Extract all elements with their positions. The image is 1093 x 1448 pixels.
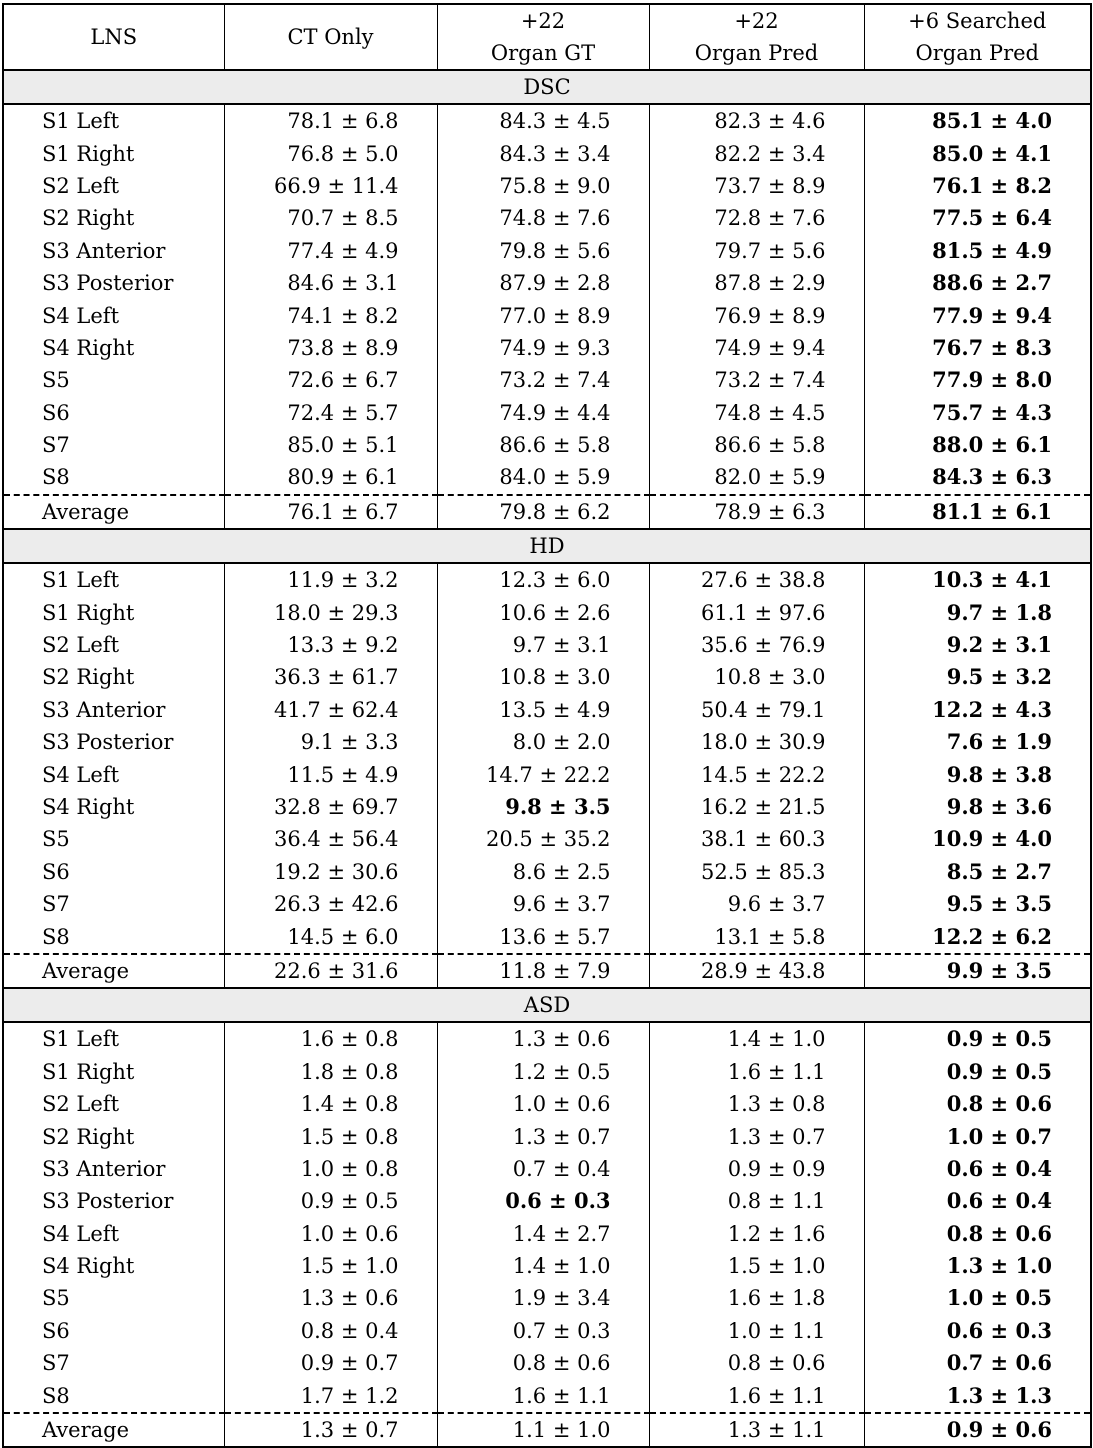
cell-value: 10.6 ± 2.6 [437,596,649,628]
table-row [3,888,1091,920]
cell-value: 28.9 ± 43.8 [649,954,864,988]
cell-value: 81.5 ± 4.9 [864,235,1091,267]
table-row [3,694,1091,726]
table-row [3,137,1091,169]
row-label: Average [3,495,224,529]
cell-value: 41.7 ± 62.4 [224,694,437,726]
table-row [3,1153,1091,1185]
cell-value: 26.3 ± 42.6 [224,888,437,920]
table-row [3,563,1091,596]
cell-value: 84.0 ± 5.9 [437,461,649,494]
cell-value: 9.8 ± 3.6 [864,791,1091,823]
cell-value: 8.5 ± 2.7 [864,856,1091,888]
cell-value: 18.0 ± 30.9 [649,726,864,758]
row-label: S6 [42,400,70,425]
header-organ-pred-line1: +22 [649,4,864,37]
table-row [3,1347,1091,1379]
cell-value: 10.9 ± 4.0 [864,823,1091,855]
cell-value: 85.0 ± 4.1 [864,137,1091,169]
cell-value: 86.6 ± 5.8 [437,429,649,461]
table-row [3,596,1091,628]
cell-value: 0.6 ± 0.4 [864,1153,1091,1185]
cell-value: 0.9 ± 0.5 [864,1056,1091,1088]
cell-value: 0.9 ± 0.5 [224,1185,437,1217]
cell-value: 74.9 ± 9.3 [437,332,649,364]
cell-value: 76.7 ± 8.3 [864,332,1091,364]
cell-value: 1.0 ± 0.5 [864,1282,1091,1314]
table-row [3,661,1091,693]
row-label: S1 Left [42,568,120,593]
table-row [3,267,1091,299]
cell-value: 13.3 ± 9.2 [224,629,437,661]
cell-value: 1.4 ± 1.0 [437,1250,649,1282]
cell-value: 78.1 ± 6.8 [224,104,437,137]
row-label: S2 Right [42,665,135,690]
cell-value: 0.8 ± 0.6 [864,1218,1091,1250]
row-label: S2 Left [42,173,120,198]
row-label: S3 Anterior [42,697,166,722]
cell-value: 10.8 ± 3.0 [437,661,649,693]
cell-value: 12.3 ± 6.0 [437,563,649,596]
row-label: S8 [42,465,70,490]
row-label: S2 Right [42,1124,135,1149]
cell-value: 1.8 ± 0.8 [224,1056,437,1088]
cell-value: 1.3 ± 1.1 [649,1413,864,1447]
cell-value: 0.8 ± 1.1 [649,1185,864,1217]
cell-value: 1.3 ± 1.3 [864,1379,1091,1412]
cell-value: 0.7 ± 0.6 [864,1347,1091,1379]
cell-value: 0.9 ± 0.9 [649,1153,864,1185]
cell-value: 8.6 ± 2.5 [437,856,649,888]
table-row [3,202,1091,234]
cell-value: 1.3 ± 0.6 [437,1022,649,1055]
table-row [3,104,1091,137]
table-row [3,461,1091,494]
cell-value: 20.5 ± 35.2 [437,823,649,855]
cell-value: 9.1 ± 3.3 [224,726,437,758]
table-row [3,791,1091,823]
cell-value: 72.6 ± 6.7 [224,364,437,396]
row-label: S3 Anterior [42,238,166,263]
table-row [3,1250,1091,1282]
cell-value: 11.5 ± 4.9 [224,758,437,790]
table-row [3,235,1091,267]
cell-value: 38.1 ± 60.3 [649,823,864,855]
cell-value: 0.9 ± 0.5 [864,1022,1091,1055]
cell-value: 14.5 ± 22.2 [649,758,864,790]
cell-value: 76.9 ± 8.9 [649,299,864,331]
row-label: S7 [42,892,70,917]
section-header-hd [3,529,1091,563]
row-label: S6 [42,859,70,884]
cell-value: 88.6 ± 2.7 [864,267,1091,299]
cell-value: 74.8 ± 7.6 [437,202,649,234]
row-label: S1 Left [42,109,120,134]
cell-value: 1.0 ± 0.7 [864,1120,1091,1152]
cell-value: 0.8 ± 0.6 [649,1347,864,1379]
cell-value: 77.4 ± 4.9 [224,235,437,267]
results-table [2,3,1092,1448]
cell-value: 36.4 ± 56.4 [224,823,437,855]
cell-value: 1.6 ± 1.1 [437,1379,649,1412]
cell-value: 1.3 ± 0.7 [224,1413,437,1447]
row-label: S2 Left [42,633,120,658]
cell-value: 1.2 ± 1.6 [649,1218,864,1250]
section-header-asd [3,988,1091,1022]
table-row [3,1315,1091,1347]
table-row [3,1185,1091,1217]
section-title: HD [3,529,1091,563]
cell-value: 1.4 ± 1.0 [649,1022,864,1055]
cell-value: 79.8 ± 6.2 [437,495,649,529]
cell-value: 77.9 ± 9.4 [864,299,1091,331]
cell-value: 9.8 ± 3.8 [864,758,1091,790]
cell-value: 76.8 ± 5.0 [224,137,437,169]
cell-value: 0.9 ± 0.6 [864,1413,1091,1447]
cell-value: 82.3 ± 4.6 [649,104,864,137]
table-row [3,299,1091,331]
cell-value: 1.0 ± 0.6 [224,1218,437,1250]
cell-value: 9.8 ± 3.5 [437,791,649,823]
cell-value: 1.1 ± 1.0 [437,1413,649,1447]
cell-value: 16.2 ± 21.5 [649,791,864,823]
cell-value: 9.6 ± 3.7 [649,888,864,920]
row-label: S8 [42,1383,70,1408]
header-organ-pred-line2: Organ Pred [649,37,864,70]
cell-value: 74.9 ± 4.4 [437,397,649,429]
row-label: S7 [42,1351,70,1376]
cell-value: 0.6 ± 0.3 [437,1185,649,1217]
cell-value: 0.7 ± 0.3 [437,1315,649,1347]
cell-value: 1.3 ± 0.7 [649,1120,864,1152]
cell-value: 85.1 ± 4.0 [864,104,1091,137]
cell-value: 14.7 ± 22.2 [437,758,649,790]
cell-value: 87.9 ± 2.8 [437,267,649,299]
row-label: S1 Left [42,1027,120,1052]
cell-value: 50.4 ± 79.1 [649,694,864,726]
row-label: S8 [42,924,70,949]
cell-value: 81.1 ± 6.1 [864,495,1091,529]
cell-value: 73.8 ± 8.9 [224,332,437,364]
cell-value: 86.6 ± 5.8 [649,429,864,461]
cell-value: 82.0 ± 5.9 [649,461,864,494]
cell-value: 80.9 ± 6.1 [224,461,437,494]
cell-value: 74.8 ± 4.5 [649,397,864,429]
cell-value: 9.5 ± 3.5 [864,888,1091,920]
cell-value: 87.8 ± 2.9 [649,267,864,299]
cell-value: 19.2 ± 30.6 [224,856,437,888]
row-label: Average [3,1413,224,1447]
cell-value: 76.1 ± 8.2 [864,170,1091,202]
header-ct-only: CT Only [224,4,437,70]
cell-value: 32.8 ± 69.7 [224,791,437,823]
table-row [3,856,1091,888]
row-label: S3 Posterior [42,1189,174,1214]
cell-value: 73.7 ± 8.9 [649,170,864,202]
cell-value: 1.6 ± 1.1 [649,1056,864,1088]
table-row [3,629,1091,661]
cell-value: 0.8 ± 0.6 [864,1088,1091,1120]
table-row [3,1282,1091,1314]
cell-value: 74.1 ± 8.2 [224,299,437,331]
cell-value: 0.7 ± 0.4 [437,1153,649,1185]
cell-value: 1.4 ± 2.7 [437,1218,649,1250]
cell-value: 1.3 ± 1.0 [864,1250,1091,1282]
cell-value: 14.5 ± 6.0 [224,920,437,953]
table-row [3,332,1091,364]
table-row [3,726,1091,758]
cell-value: 84.6 ± 3.1 [224,267,437,299]
cell-value: 70.7 ± 8.5 [224,202,437,234]
table-row [3,1218,1091,1250]
average-row [3,954,1091,988]
cell-value: 9.6 ± 3.7 [437,888,649,920]
cell-value: 77.5 ± 6.4 [864,202,1091,234]
row-label: S5 [42,368,70,393]
cell-value: 36.3 ± 61.7 [224,661,437,693]
cell-value: 9.9 ± 3.5 [864,954,1091,988]
cell-value: 12.2 ± 6.2 [864,920,1091,953]
cell-value: 0.9 ± 0.7 [224,1347,437,1379]
cell-value: 74.9 ± 9.4 [649,332,864,364]
cell-value: 84.3 ± 4.5 [437,104,649,137]
cell-value: 61.1 ± 97.6 [649,596,864,628]
row-label: S4 Right [42,335,135,360]
cell-value: 12.2 ± 4.3 [864,694,1091,726]
cell-value: 1.5 ± 0.8 [224,1120,437,1152]
cell-value: 1.3 ± 0.7 [437,1120,649,1152]
cell-value: 11.8 ± 7.9 [437,954,649,988]
section-title: DSC [3,70,1091,104]
cell-value: 35.6 ± 76.9 [649,629,864,661]
cell-value: 66.9 ± 11.4 [224,170,437,202]
cell-value: 0.8 ± 0.6 [437,1347,649,1379]
cell-value: 1.6 ± 0.8 [224,1022,437,1055]
cell-value: 1.6 ± 1.8 [649,1282,864,1314]
row-label: S5 [42,1286,70,1311]
cell-value: 79.8 ± 5.6 [437,235,649,267]
cell-value: 8.0 ± 2.0 [437,726,649,758]
row-label: S2 Right [42,206,135,231]
cell-value: 88.0 ± 6.1 [864,429,1091,461]
cell-value: 84.3 ± 3.4 [437,137,649,169]
table-row [3,397,1091,429]
cell-value: 75.8 ± 9.0 [437,170,649,202]
table-row [3,1056,1091,1088]
section-title: ASD [3,988,1091,1022]
cell-value: 18.0 ± 29.3 [224,596,437,628]
cell-value: 76.1 ± 6.7 [224,495,437,529]
cell-value: 73.2 ± 7.4 [437,364,649,396]
table-header [3,4,1091,70]
cell-value: 73.2 ± 7.4 [649,364,864,396]
average-row [3,495,1091,529]
table-row [3,170,1091,202]
cell-value: 1.3 ± 0.6 [224,1282,437,1314]
row-label: S4 Right [42,1254,135,1279]
row-label: S7 [42,433,70,458]
cell-value: 79.7 ± 5.6 [649,235,864,267]
cell-value: 0.6 ± 0.4 [864,1185,1091,1217]
row-label: S4 Right [42,795,135,819]
cell-value: 84.3 ± 6.3 [864,461,1091,494]
row-label: S4 Left [42,1221,120,1246]
cell-value: 9.5 ± 3.2 [864,661,1091,693]
cell-value: 1.5 ± 1.0 [224,1250,437,1282]
cell-value: 13.1 ± 5.8 [649,920,864,953]
table-row [3,1120,1091,1152]
section-header-dsc [3,70,1091,104]
cell-value: 1.9 ± 3.4 [437,1282,649,1314]
cell-value: 1.0 ± 1.1 [649,1315,864,1347]
cell-value: 22.6 ± 31.6 [224,954,437,988]
results-table-container [2,3,1090,1448]
cell-value: 1.0 ± 0.6 [437,1088,649,1120]
header-searched-line1: +6 Searched [864,4,1091,37]
row-label: S3 Posterior [42,730,174,755]
cell-value: 27.6 ± 38.8 [649,563,864,596]
table-row [3,1022,1091,1055]
cell-value: 9.7 ± 1.8 [864,596,1091,628]
header-organ-gt-line2: Organ GT [437,37,649,70]
cell-value: 9.7 ± 3.1 [437,629,649,661]
cell-value: 77.0 ± 8.9 [437,299,649,331]
header-lns: LNS [90,25,138,49]
cell-value: 10.8 ± 3.0 [649,661,864,693]
cell-value: 13.5 ± 4.9 [437,694,649,726]
cell-value: 7.6 ± 1.9 [864,726,1091,758]
cell-value: 75.7 ± 4.3 [864,397,1091,429]
cell-value: 13.6 ± 5.7 [437,920,649,953]
cell-value: 1.5 ± 1.0 [649,1250,864,1282]
cell-value: 72.8 ± 7.6 [649,202,864,234]
cell-value: 11.9 ± 3.2 [224,563,437,596]
row-label: S6 [42,1318,70,1343]
table-row [3,364,1091,396]
cell-value: 52.5 ± 85.3 [649,856,864,888]
table-body [3,70,1091,1447]
cell-value: 82.2 ± 3.4 [649,137,864,169]
cell-value: 0.6 ± 0.3 [864,1315,1091,1347]
table-row [3,429,1091,461]
cell-value: 9.2 ± 3.1 [864,629,1091,661]
row-label: S2 Left [42,1092,120,1117]
cell-value: 1.4 ± 0.8 [224,1088,437,1120]
cell-value: 1.0 ± 0.8 [224,1153,437,1185]
table-row [3,1379,1091,1412]
row-label: S4 Left [42,762,120,787]
row-label: S5 [42,827,70,852]
cell-value: 77.9 ± 8.0 [864,364,1091,396]
cell-value: 1.6 ± 1.1 [649,1379,864,1412]
table-row [3,758,1091,790]
row-label: S3 Anterior [42,1156,166,1181]
average-row [3,1413,1091,1447]
row-label: S4 Left [42,303,120,328]
row-label: S1 Right [42,600,135,625]
cell-value: 78.9 ± 6.3 [649,495,864,529]
header-organ-gt-line1: +22 [437,4,649,37]
cell-value: 1.7 ± 1.2 [224,1379,437,1412]
cell-value: 85.0 ± 5.1 [224,429,437,461]
row-label: Average [3,954,224,988]
table-row [3,920,1091,953]
cell-value: 72.4 ± 5.7 [224,397,437,429]
header-searched-line2: Organ Pred [864,37,1091,70]
cell-value: 10.3 ± 4.1 [864,563,1091,596]
cell-value: 1.2 ± 0.5 [437,1056,649,1088]
cell-value: 0.8 ± 0.4 [224,1315,437,1347]
cell-value: 1.3 ± 0.8 [649,1088,864,1120]
table-row [3,823,1091,855]
row-label: S3 Posterior [42,271,174,296]
table-row [3,1088,1091,1120]
row-label: S1 Right [42,1059,135,1084]
row-label: S1 Right [42,141,135,166]
